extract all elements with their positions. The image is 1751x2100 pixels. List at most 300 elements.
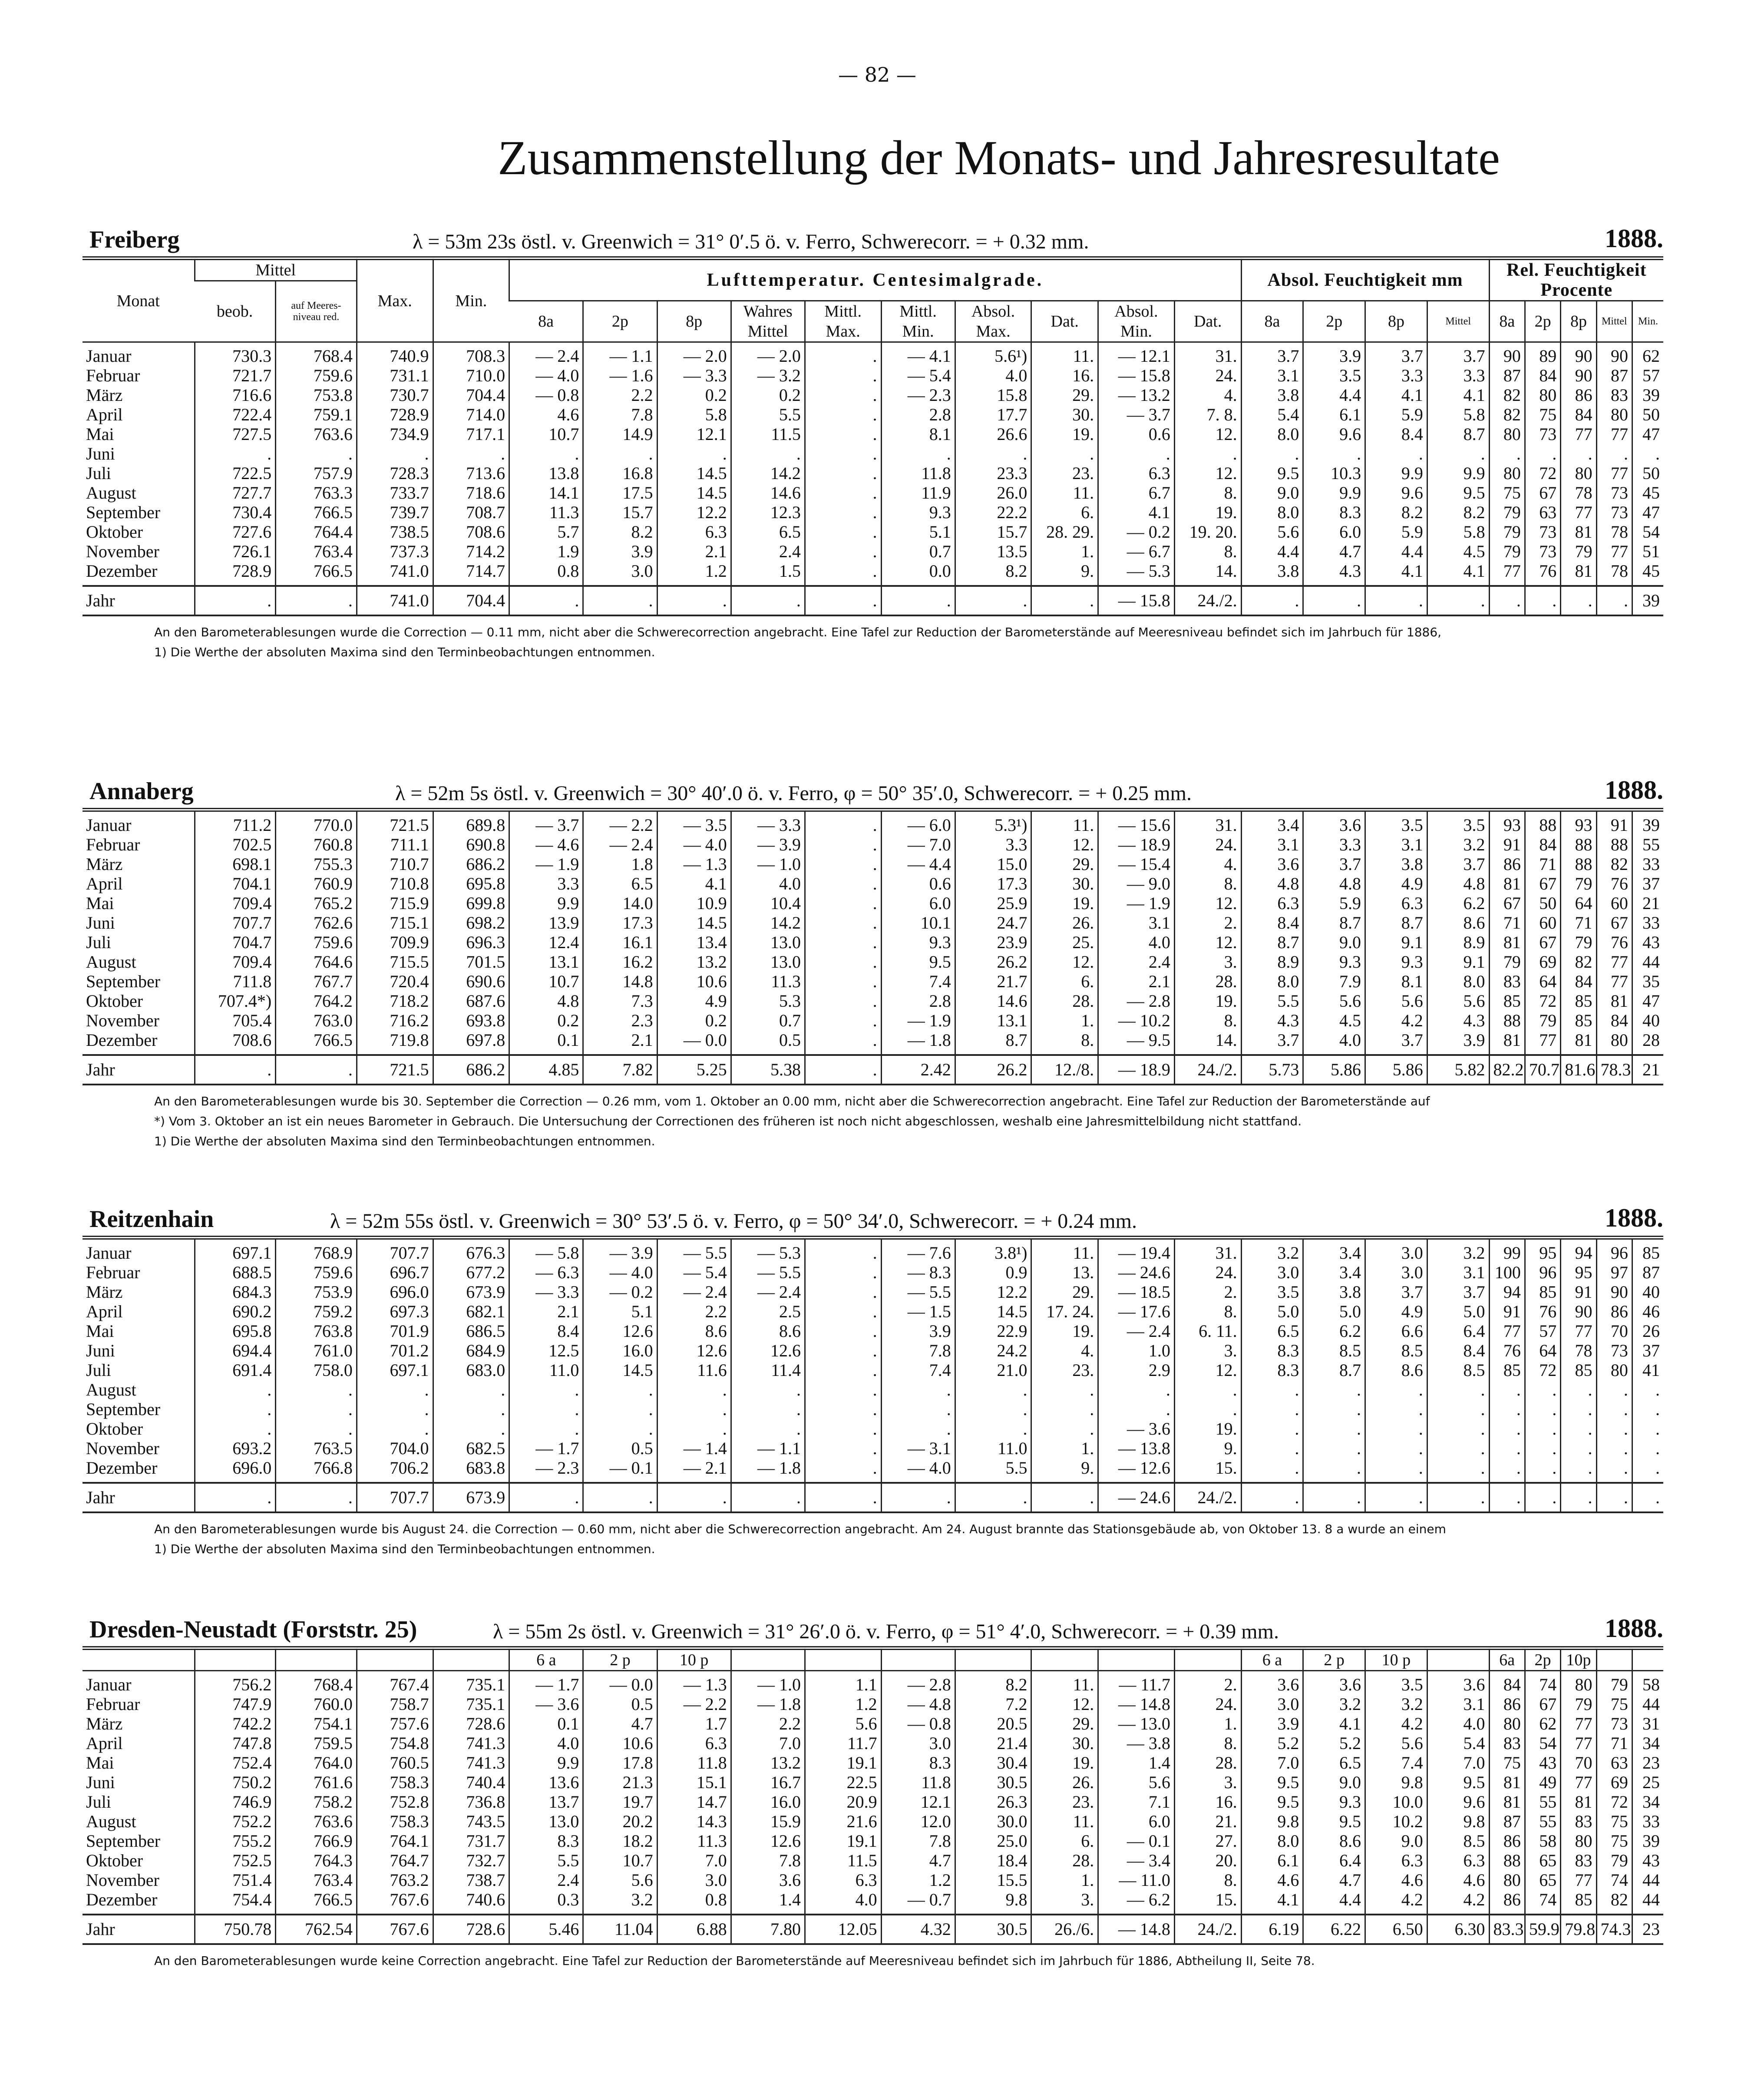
table-cell: 26. xyxy=(1031,1773,1098,1792)
table-cell: 19. xyxy=(1031,1753,1098,1773)
table-cell: . xyxy=(955,444,1031,463)
table-cell: 77 xyxy=(1596,542,1632,561)
table-cell: 11.0 xyxy=(955,1439,1031,1458)
table-cell: . xyxy=(657,1399,731,1419)
table-cell: 8.2 xyxy=(955,561,1031,586)
table-cell: 14.8 xyxy=(583,972,657,991)
table-cell: 7.82 xyxy=(583,1055,657,1085)
table-cell: 1. xyxy=(1031,542,1098,561)
table-cell: 8.5 xyxy=(1427,1831,1489,1851)
table-cell: . xyxy=(1489,1439,1525,1458)
table-cell: 3.7 xyxy=(1365,1030,1427,1055)
table-cell: . xyxy=(583,1380,657,1399)
table-cell: 39 xyxy=(1632,810,1663,835)
table-cell: 9.5 xyxy=(1241,463,1303,483)
table-cell: 25 xyxy=(1632,1773,1663,1792)
month-row xyxy=(83,1773,1663,1792)
month-label: September xyxy=(86,503,161,522)
footnotes xyxy=(83,622,1663,662)
table-cell: 27. xyxy=(1174,1831,1241,1851)
table-cell: — 0.1 xyxy=(583,1458,657,1483)
table-cell: 9.5 xyxy=(1303,1812,1365,1831)
table-cell: — 3.4 xyxy=(1098,1851,1175,1870)
col-absol-feuchtigkeit: Absol. Feuchtigkeit mm xyxy=(1241,258,1489,301)
table-cell: 2.9 xyxy=(1098,1360,1175,1380)
table-cell: 3.0 xyxy=(657,1870,731,1890)
table-cell: 25.0 xyxy=(955,1831,1031,1851)
table-cell: 677.2 xyxy=(433,1263,509,1282)
table-cell: 9.9 xyxy=(509,893,583,913)
table-cell: 737.3 xyxy=(357,542,433,561)
table-cell: . xyxy=(1525,1458,1560,1483)
table-cell: . xyxy=(805,1483,881,1512)
month-row xyxy=(83,1694,1663,1714)
table-cell: — 1.8 xyxy=(881,1030,955,1055)
table-cell: 24./2. xyxy=(1174,1483,1241,1512)
table-cell: . xyxy=(1561,1439,1596,1458)
table-cell: 4.1 xyxy=(1365,385,1427,405)
table-cell: 79 xyxy=(1489,542,1525,561)
table-cell: 0.6 xyxy=(1098,424,1175,444)
table-cell: — 0.2 xyxy=(1098,522,1175,542)
table-cell: . xyxy=(1241,1419,1303,1439)
table-cell: . xyxy=(1031,1399,1098,1419)
table-cell: 0.7 xyxy=(881,542,955,561)
table-cell: 5.5 xyxy=(955,1458,1031,1483)
table-cell: 24. xyxy=(1174,835,1241,854)
table-cell: 4.9 xyxy=(1365,1302,1427,1321)
table-cell: — 6.7 xyxy=(1098,542,1175,561)
station-coordinates: λ = 52m 55s östl. v. Greenwich = 30° 53′.5 ö. v. Ferro, φ = 50° 34′.0, Schwerecorr. = + 0.24 mm. xyxy=(330,1210,1137,1233)
table-cell: 0.7 xyxy=(731,1011,805,1030)
table-cell: 4.0 xyxy=(1098,933,1175,952)
table-cell: 9.5 xyxy=(1427,1773,1489,1792)
month-row xyxy=(83,1238,1663,1263)
table-cell: 79 xyxy=(1489,952,1525,972)
table-cell: 4.0 xyxy=(1427,1714,1489,1733)
table-cell: 5.2 xyxy=(1303,1733,1365,1753)
table-cell: . xyxy=(1241,1483,1303,1512)
table-cell: 58 xyxy=(1525,1831,1560,1851)
table-cell: 81 xyxy=(1489,874,1525,893)
table-cell: 673.9 xyxy=(433,1282,509,1302)
table-cell: 4.4 xyxy=(1303,385,1365,405)
table-cell: . xyxy=(433,1380,509,1399)
table-cell: 19. 20. xyxy=(1174,522,1241,542)
table-cell: — 3.2 xyxy=(731,366,805,385)
table-cell: 6. 11. xyxy=(1174,1321,1241,1341)
table-cell: 31. xyxy=(1174,810,1241,835)
table-cell: 3.3 xyxy=(1365,366,1427,385)
table-cell: . xyxy=(1241,1380,1303,1399)
table-cell: . xyxy=(1365,1483,1427,1512)
table-cell: 79 xyxy=(1561,874,1596,893)
table-cell: 8.0 xyxy=(1427,972,1489,991)
table-cell: 73 xyxy=(1525,424,1560,444)
table-cell: — 7.6 xyxy=(881,1238,955,1263)
table-cell: 3.9 xyxy=(583,542,657,561)
month-row xyxy=(83,874,1663,893)
table-cell: . xyxy=(357,1419,433,1439)
table-cell: 57 xyxy=(1632,366,1663,385)
table-cell: — 0.0 xyxy=(583,1671,657,1695)
table-cell: . xyxy=(805,424,881,444)
table-cell: 717.1 xyxy=(433,424,509,444)
table-cell: . xyxy=(583,1399,657,1419)
table-cell: 6. xyxy=(1031,503,1098,522)
table-cell: . xyxy=(805,1302,881,1321)
table-cell: . xyxy=(731,586,805,615)
month-row xyxy=(83,405,1663,424)
table-cell: 8. xyxy=(1174,1302,1241,1321)
table-cell: 55 xyxy=(1525,1792,1560,1812)
table-cell: 9.8 xyxy=(1241,1812,1303,1831)
table-cell: 759.6 xyxy=(276,933,357,952)
table-cell: 37 xyxy=(1632,874,1663,893)
table-cell: 5.6 xyxy=(1365,1733,1427,1753)
table-cell: 763.6 xyxy=(276,1812,357,1831)
table-cell: . xyxy=(1596,1380,1632,1399)
table-cell: . xyxy=(1561,1399,1596,1419)
table-cell: — 2.2 xyxy=(657,1694,731,1714)
table-cell: 12. xyxy=(1031,952,1098,972)
table-cell: 77 xyxy=(1561,1321,1596,1341)
table-cell: 728.3 xyxy=(357,463,433,483)
station-coordinates: λ = 52m 5s östl. v. Greenwich = 30° 40′.0 ö. v. Ferro, φ = 50° 35′.0, Schwerecorr. = + 0.25 mm. xyxy=(395,782,1192,805)
table-cell: 24./2. xyxy=(1174,1055,1241,1085)
table-cell: 760.8 xyxy=(276,835,357,854)
table-cell: 75 xyxy=(1489,483,1525,503)
table-cell: 12.2 xyxy=(955,1282,1031,1302)
table-cell: 0.2 xyxy=(509,1011,583,1030)
table-cell: 697.1 xyxy=(195,1238,276,1263)
table-cell: — 2.4 xyxy=(583,835,657,854)
table-cell: 5.1 xyxy=(881,522,955,542)
table-cell: 731.1 xyxy=(357,366,433,385)
table-cell: 77 xyxy=(1561,503,1596,522)
table-cell: 51 xyxy=(1632,542,1663,561)
table-cell: . xyxy=(805,586,881,615)
table-cell: 24. xyxy=(1174,1263,1241,1282)
table-cell: 26. xyxy=(1031,913,1098,933)
table-cell: 77 xyxy=(1561,1870,1596,1890)
table-cell: 6. xyxy=(1031,1831,1098,1851)
table-cell: 2. xyxy=(1174,1282,1241,1302)
table-cell: 764.1 xyxy=(357,1831,433,1851)
table-cell: 45 xyxy=(1632,561,1663,586)
table-cell: 3.2 xyxy=(583,1890,657,1915)
month-label: Oktober xyxy=(86,522,143,542)
table-cell: — 1.7 xyxy=(509,1439,583,1458)
table-cell: 16. xyxy=(1174,1792,1241,1812)
table-cell: 86 xyxy=(1489,1831,1525,1851)
table-cell: 8.3 xyxy=(509,1831,583,1851)
month-row xyxy=(83,1890,1663,1915)
table-cell: 701.2 xyxy=(357,1341,433,1360)
table-cell: 3. xyxy=(1031,1890,1098,1915)
table-cell: 73 xyxy=(1525,542,1560,561)
results-table xyxy=(83,808,1663,1085)
table-cell: . xyxy=(1303,1399,1365,1419)
month-row xyxy=(83,483,1663,503)
table-cell: — 5.5 xyxy=(657,1238,731,1263)
month-label: November xyxy=(86,1439,159,1458)
table-cell: . xyxy=(955,1483,1031,1512)
table-cell: 0.5 xyxy=(731,1030,805,1055)
table-cell: 91 xyxy=(1596,810,1632,835)
table-cell: . xyxy=(955,586,1031,615)
table-cell: 766.5 xyxy=(276,503,357,522)
table-cell: 5.6 xyxy=(805,1714,881,1733)
col-temp-2p: 2p xyxy=(583,301,657,342)
table-cell: 0.2 xyxy=(731,385,805,405)
table-cell: 65 xyxy=(1525,1851,1560,1870)
table-cell: 8. xyxy=(1174,542,1241,561)
table-cell: 29. xyxy=(1031,1714,1098,1733)
table-cell: 722.4 xyxy=(195,405,276,424)
table-cell: 9. xyxy=(1031,561,1098,586)
table-cell: 12.4 xyxy=(509,933,583,952)
table-cell: 730.4 xyxy=(195,503,276,522)
table-cell: 13.2 xyxy=(731,1753,805,1773)
table-cell: 21.0 xyxy=(955,1360,1031,1380)
table-cell: 40 xyxy=(1632,1011,1663,1030)
table-cell: 3.0 xyxy=(1365,1238,1427,1263)
table-cell: 86 xyxy=(1489,854,1525,874)
table-cell: 71 xyxy=(1596,1733,1632,1753)
table-cell: 79 xyxy=(1525,1011,1560,1030)
table-cell: 6.4 xyxy=(1303,1851,1365,1870)
table-cell: 26./6. xyxy=(1031,1915,1098,1944)
table-cell: . xyxy=(1525,1419,1560,1439)
table-cell: 4.1 xyxy=(657,874,731,893)
table-cell: 3.6 xyxy=(731,1870,805,1890)
table-cell: 9.9 xyxy=(1365,463,1427,483)
table-cell: 77 xyxy=(1561,1714,1596,1733)
table-cell: 22.2 xyxy=(955,503,1031,522)
table-cell: 82 xyxy=(1596,854,1632,874)
table-cell: 759.6 xyxy=(276,366,357,385)
table-cell: 759.6 xyxy=(276,1263,357,1282)
month-row xyxy=(83,1812,1663,1831)
table-cell: . xyxy=(805,933,881,952)
table-cell: 5.6 xyxy=(1427,991,1489,1011)
table-cell: — 3.5 xyxy=(657,810,731,835)
table-cell: 727.7 xyxy=(195,483,276,503)
table-cell: — 3.7 xyxy=(1098,405,1175,424)
table-cell: 753.9 xyxy=(276,1282,357,1302)
station-year: 1888. xyxy=(1605,224,1663,253)
year-label: Jahr xyxy=(83,586,195,615)
month-row xyxy=(83,522,1663,542)
table-cell: . xyxy=(1031,1380,1098,1399)
table-cell: 75 xyxy=(1596,1831,1632,1851)
month-row xyxy=(83,854,1663,874)
table-cell: 79 xyxy=(1489,522,1525,542)
table-cell: 5.6 xyxy=(1098,1773,1175,1792)
table-cell: 714.2 xyxy=(433,542,509,561)
table-cell: — 2.0 xyxy=(657,342,731,366)
table-cell: 6.50 xyxy=(1365,1915,1427,1944)
table-cell: — 4.4 xyxy=(881,854,955,874)
table-cell: 6.3 xyxy=(1365,1851,1427,1870)
table-cell: 3.5 xyxy=(1365,810,1427,835)
year-label: Jahr xyxy=(83,1483,195,1512)
table-cell: 74 xyxy=(1525,1890,1560,1915)
table-cell: 16.2 xyxy=(583,952,657,972)
table-cell: 3.3 xyxy=(1427,366,1489,385)
table-cell: 741.0 xyxy=(357,561,433,586)
table-cell: . xyxy=(1489,1419,1525,1439)
table-cell: 14.5 xyxy=(657,463,731,483)
year-summary-row xyxy=(83,1915,1663,1944)
table-cell: . xyxy=(1303,586,1365,615)
table-cell: 3.7 xyxy=(1241,1030,1303,1055)
table-cell: . xyxy=(881,1380,955,1399)
month-row xyxy=(83,1714,1663,1733)
table-cell: 8. xyxy=(1174,1733,1241,1753)
table-cell: . xyxy=(357,1380,433,1399)
month-label: August xyxy=(86,1812,136,1831)
table-cell: — 18.5 xyxy=(1098,1282,1175,1302)
table-cell: 8. xyxy=(1174,1870,1241,1890)
table-cell: . xyxy=(805,991,881,1011)
table-cell: 8.5 xyxy=(1427,1360,1489,1380)
table-cell: 11.9 xyxy=(881,483,955,503)
table-cell: 4.1 xyxy=(1427,385,1489,405)
table-cell: 28. xyxy=(1031,991,1098,1011)
table-cell: . xyxy=(276,1483,357,1512)
col-hum-8p: 8p xyxy=(1365,301,1427,342)
year-summary-row xyxy=(83,586,1663,615)
table-cell: 2.4 xyxy=(731,542,805,561)
month-row xyxy=(83,1399,1663,1419)
table-cell: 752.2 xyxy=(195,1812,276,1831)
table-cell: 12.6 xyxy=(731,1341,805,1360)
table-cell: . xyxy=(509,1483,583,1512)
table-cell: — 2.2 xyxy=(583,810,657,835)
table-cell: 9.9 xyxy=(509,1753,583,1773)
table-cell: . xyxy=(1561,1419,1596,1439)
table-cell: 33 xyxy=(1632,913,1663,933)
table-cell: 6.88 xyxy=(657,1915,731,1944)
table-cell: 63 xyxy=(1596,1753,1632,1773)
month-label: Januar xyxy=(86,346,132,366)
table-cell: 2.1 xyxy=(1098,972,1175,991)
table-cell: . xyxy=(1031,1419,1098,1439)
table-cell: 12.05 xyxy=(805,1915,881,1944)
table-cell: 687.6 xyxy=(433,991,509,1011)
table-cell: . xyxy=(805,1380,881,1399)
table-cell: 71 xyxy=(1525,854,1560,874)
table-cell: 76 xyxy=(1525,561,1560,586)
col-rel-min: Min. xyxy=(1632,301,1663,342)
table-cell: 2.8 xyxy=(881,991,955,1011)
table-cell: 7.3 xyxy=(583,991,657,1011)
table-cell: 8.4 xyxy=(1427,1341,1489,1360)
table-cell: 3.2 xyxy=(1365,1694,1427,1714)
table-cell: 55 xyxy=(1632,835,1663,854)
table-cell: 3.0 xyxy=(583,561,657,586)
table-cell: 57 xyxy=(1525,1321,1560,1341)
table-cell: 731.7 xyxy=(433,1831,509,1851)
table-cell: . xyxy=(1098,444,1175,463)
table-cell: 93 xyxy=(1489,810,1525,835)
table-cell: 73 xyxy=(1525,522,1560,542)
month-row xyxy=(83,1321,1663,1341)
table-cell: 94 xyxy=(1561,1238,1596,1263)
table-cell: 2. xyxy=(1174,913,1241,933)
table-cell: 4.0 xyxy=(955,366,1031,385)
table-cell: 10.1 xyxy=(881,913,955,933)
table-cell: 82 xyxy=(1489,405,1525,424)
table-cell: 1. xyxy=(1031,1011,1098,1030)
table-cell: 0.6 xyxy=(881,874,955,893)
table-cell: 86 xyxy=(1489,1890,1525,1915)
table-cell: — 3.6 xyxy=(509,1694,583,1714)
table-cell: — 5.4 xyxy=(881,366,955,385)
table-cell: 88 xyxy=(1596,835,1632,854)
table-cell: 14.2 xyxy=(731,463,805,483)
table-cell: 15.0 xyxy=(955,854,1031,874)
table-cell: — 3.8 xyxy=(1098,1733,1175,1753)
table-cell: 14. xyxy=(1174,1030,1241,1055)
table-cell: 5.5 xyxy=(1241,991,1303,1011)
table-cell: 88 xyxy=(1561,835,1596,854)
table-cell: 707.7 xyxy=(195,913,276,933)
header-row xyxy=(83,1648,1663,1671)
table-cell: 5.2 xyxy=(1241,1733,1303,1753)
table-cell: 15.9 xyxy=(731,1812,805,1831)
month-label: Mai xyxy=(86,1753,114,1773)
table-cell: 12.6 xyxy=(731,1831,805,1851)
table-cell: 763.5 xyxy=(276,1439,357,1458)
table-cell: 6.3 xyxy=(657,522,731,542)
col-temp-2p: 2 p xyxy=(583,1648,657,1671)
table-cell: 5.38 xyxy=(731,1055,805,1085)
table-cell: — 2.4 xyxy=(657,1282,731,1302)
table-cell: — 5.5 xyxy=(881,1282,955,1302)
footnote: An den Barometerablesungen wurde bis August 24. die Correction — 0.60 mm, nicht aber die Schwerecorrection angebracht. Am 24. August brannte das Stationsgebäude ab, von Oktober 13. 8 a wurde an einem xyxy=(154,1522,1446,1536)
table-cell: 757.9 xyxy=(276,463,357,483)
table-cell: . xyxy=(1241,444,1303,463)
table-cell: 3.6 xyxy=(1303,1671,1365,1695)
table-cell: . xyxy=(195,586,276,615)
table-cell: 14.1 xyxy=(509,483,583,503)
table-cell: . xyxy=(805,542,881,561)
table-cell: 759.2 xyxy=(276,1302,357,1321)
table-cell: . xyxy=(1596,1399,1632,1419)
station-section xyxy=(83,769,1663,1151)
table-cell: 1.2 xyxy=(657,561,731,586)
table-cell: 766.5 xyxy=(276,1030,357,1055)
table-cell: 9.3 xyxy=(1303,1792,1365,1812)
table-cell: 722.5 xyxy=(195,463,276,483)
month-label: Dezember xyxy=(86,1458,158,1478)
table-cell: 697.3 xyxy=(357,1302,433,1321)
table-cell: 84 xyxy=(1561,972,1596,991)
table-cell: 2.1 xyxy=(657,542,731,561)
col-hum-6a: 6 a xyxy=(1241,1648,1303,1671)
table-cell: 85 xyxy=(1561,1011,1596,1030)
month-label: August xyxy=(86,952,136,972)
table-cell: . xyxy=(1365,444,1427,463)
table-cell: 716.6 xyxy=(195,385,276,405)
table-cell: 7.9 xyxy=(1303,972,1365,991)
table-cell: — 1.8 xyxy=(731,1694,805,1714)
table-cell: 13.2 xyxy=(657,952,731,972)
table-cell: 7.0 xyxy=(1427,1753,1489,1773)
